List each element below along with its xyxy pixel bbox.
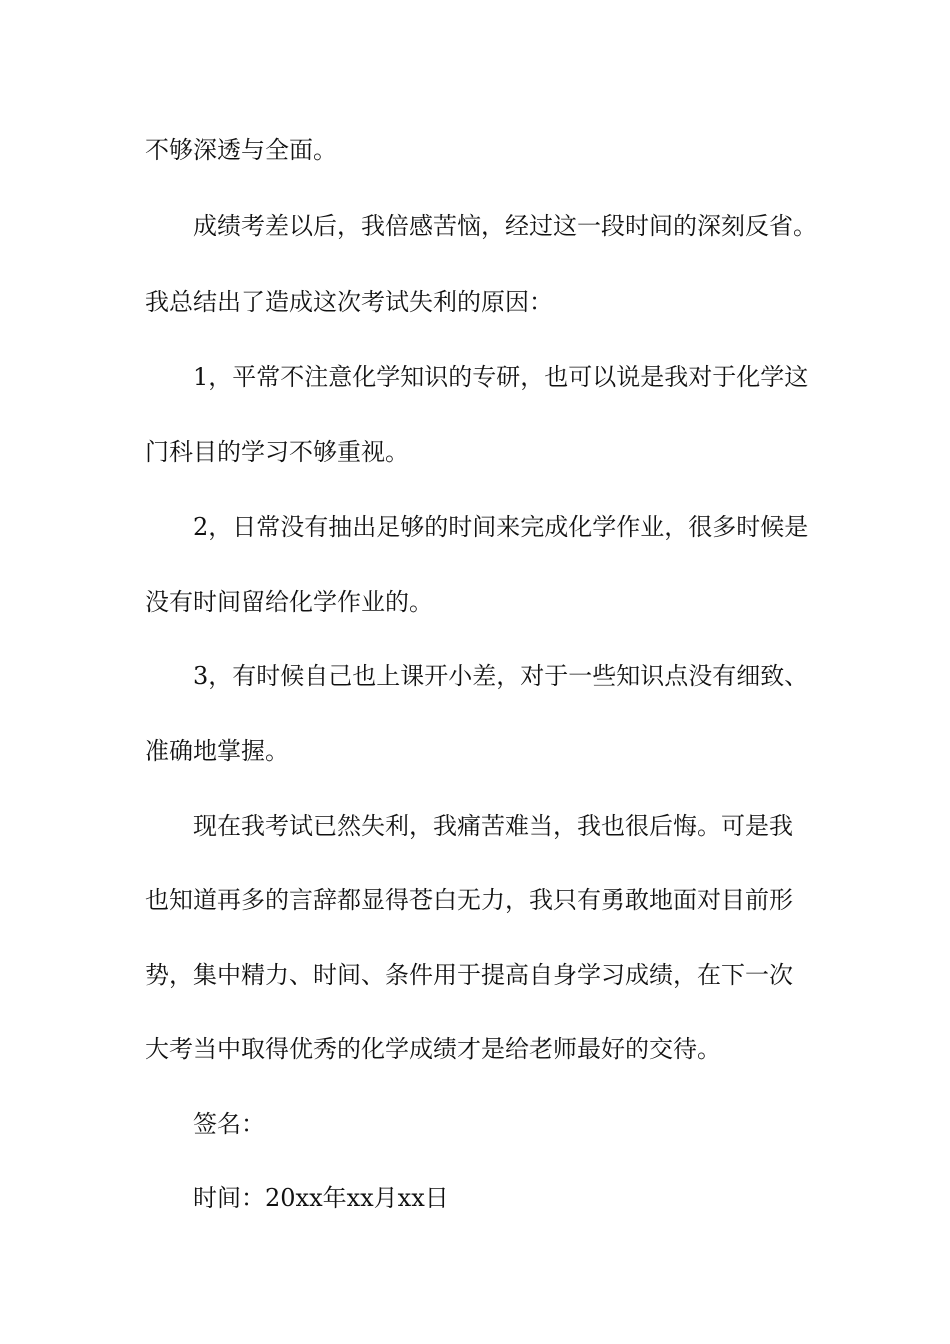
text-line-1: 不够深透与全面。 (145, 136, 337, 164)
text-line-7: 没有时间留给化学作业的。 (145, 588, 433, 616)
date-line: 时间：20xx年xx月xx日 (193, 1184, 449, 1212)
text-line-6: 2，日常没有抽出足够的时间来完成化学作业，很多时候是 (193, 513, 809, 541)
text-line-2: 成绩考差以后，我倍感苦恼，经过这一段时间的深刻反省。 (193, 212, 817, 240)
text-line-8: 3，有时候自己也上课开小差，对于一些知识点没有细致、 (193, 662, 809, 690)
text-line-4: 1，平常不注意化学知识的专研，也可以说是我对于化学这 (193, 363, 809, 391)
text-line-9: 准确地掌握。 (145, 737, 289, 765)
text-line-3: 我总结出了造成这次考试失利的原因： (145, 288, 553, 316)
text-line-11: 也知道再多的言辞都显得苍白无力，我只有勇敢地面对目前形 (145, 886, 793, 914)
signature-label: 签名： (193, 1110, 265, 1138)
text-line-10: 现在我考试已然失利，我痛苦难当，我也很后悔。可是我 (193, 812, 793, 840)
text-line-12: 势，集中精力、时间、条件用于提高自身学习成绩，在下一次 (145, 961, 793, 989)
text-line-5: 门科目的学习不够重视。 (145, 438, 409, 466)
text-line-13: 大考当中取得优秀的化学成绩才是给老师最好的交待。 (145, 1035, 721, 1063)
